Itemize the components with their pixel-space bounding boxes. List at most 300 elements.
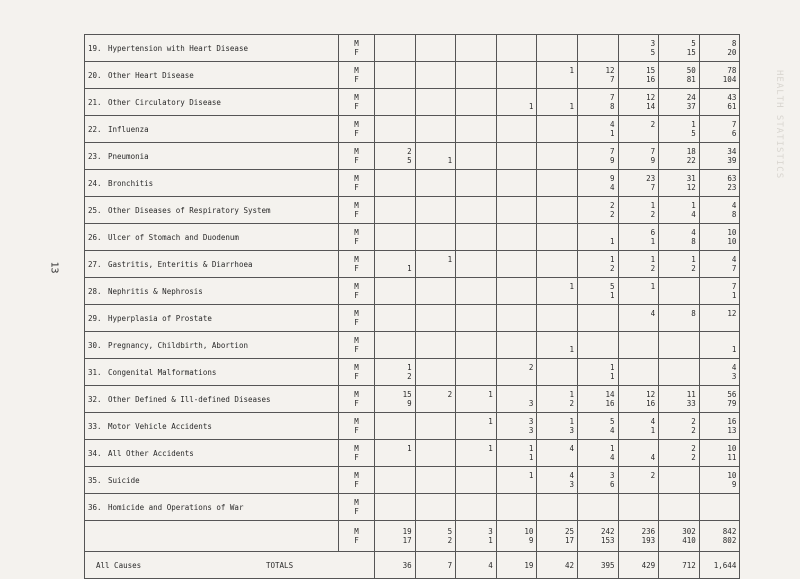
male-value [378,39,412,48]
table-row [85,251,740,278]
male-value: 7 [610,147,615,156]
cause-number: 25. [88,205,102,215]
male-value: 1 [650,282,656,291]
male-value [419,201,453,210]
male-value [459,255,493,264]
value-cell [577,278,618,305]
male-value [540,309,574,318]
female-value: 9 [650,156,656,165]
value-cell [496,359,537,386]
sex-male-label: M [354,255,359,264]
male-value: 14 [605,390,615,399]
sex-male-label: M [354,471,359,480]
value-cell [577,89,618,116]
sex-female-label: F [354,372,359,381]
value-cell [659,305,700,332]
value-cell [618,251,659,278]
female-value: 20 [727,48,737,57]
male-value: 9 [610,174,615,183]
cause-label: Pneumonia [108,151,149,161]
female-value [500,210,534,219]
female-total: 410 [682,536,696,545]
value-cell [456,197,497,224]
male-value [662,363,696,372]
male-value: 2 [610,201,615,210]
male-value [662,282,696,291]
male-value: 1 [691,201,696,210]
sex-cell [339,440,375,467]
female-value [459,372,493,381]
male-value [500,39,534,48]
table-row [85,467,740,494]
female-value [419,210,453,219]
female-value [419,183,453,192]
female-value [622,318,656,327]
female-value: 15 [686,48,696,57]
male-value [378,498,412,507]
male-value: 4 [650,309,656,318]
female-value: 1 [610,291,615,300]
male-value: 3 [610,471,615,480]
cause-cell [85,332,339,359]
value-cell [456,359,497,386]
value-cell [618,359,659,386]
female-value [540,372,574,381]
male-value [540,201,574,210]
female-value [500,264,534,273]
sex-male-label: M [354,444,359,453]
sex-male-label: M [354,120,359,129]
value-cell [375,359,416,386]
male-value: 34 [727,147,737,156]
value-cell [375,224,416,251]
female-value [500,345,534,354]
table-row [85,170,740,197]
value-cell [456,35,497,62]
value-cell [456,143,497,170]
male-value [500,282,534,291]
all-causes-value: 4 [456,552,497,579]
total-value-cell [496,521,537,552]
female-value: 7 [731,264,737,273]
female-value [581,318,615,327]
value-cell [415,305,456,332]
male-value: 18 [686,147,696,156]
value-cell [577,116,618,143]
male-value: 15 [646,66,656,75]
female-value [419,102,453,111]
value-cell [415,359,456,386]
male-value: 24 [686,93,696,102]
female-value [419,264,453,273]
female-value [500,237,534,246]
value-cell [496,170,537,197]
sex-cell [339,251,375,278]
male-value [500,201,534,210]
female-value [703,318,737,327]
female-value: 1 [650,237,656,246]
value-cell [537,332,578,359]
female-value [540,183,574,192]
value-cell [577,494,618,521]
value-cell [537,116,578,143]
value-cell [577,170,618,197]
female-value [500,291,534,300]
total-value-cell [456,521,497,552]
value-cell [375,35,416,62]
male-value: 5 [610,417,615,426]
female-value [378,453,412,462]
female-value: 5 [650,48,656,57]
totals-by-sex-row [85,521,740,552]
female-value: 10 [727,237,737,246]
value-cell [375,413,416,440]
male-value: 1 [691,120,696,129]
female-value [459,480,493,489]
female-value: 13 [727,426,737,435]
male-value [419,228,453,237]
sex-male-label: M [354,147,359,156]
table-row [85,116,740,143]
male-value: 5 [691,39,696,48]
female-value [540,291,574,300]
value-cell [699,332,740,359]
female-value [622,372,656,381]
male-value [419,174,453,183]
female-value: 4 [610,183,615,192]
male-value [419,93,453,102]
male-value [459,498,493,507]
value-cell [415,413,456,440]
female-value [662,291,696,300]
value-cell [496,62,537,89]
female-value [459,102,493,111]
male-total: 25 [564,527,574,536]
male-value [378,174,412,183]
female-value: 2 [691,264,696,273]
value-cell [659,35,700,62]
total-value-cell [375,521,416,552]
female-value: 8 [691,237,696,246]
female-value: 8 [731,210,737,219]
cause-number: 23. [88,151,102,161]
value-cell [415,440,456,467]
value-cell [415,35,456,62]
male-value [378,201,412,210]
female-value: 4 [691,210,696,219]
female-value: 22 [686,156,696,165]
value-cell [496,386,537,413]
sex-female-label: F [354,210,359,219]
value-cell [415,278,456,305]
value-cell [496,494,537,521]
sex-female-label: F [354,75,359,84]
value-cell [618,170,659,197]
sex-cell [339,143,375,170]
male-value [500,66,534,75]
value-cell [659,143,700,170]
male-value: 10 [727,228,737,237]
table-row [85,224,740,251]
male-value: 3 [650,39,656,48]
male-value [419,120,453,129]
value-cell [456,467,497,494]
cause-number: 32. [88,394,102,404]
female-value: 1 [407,264,412,273]
value-cell [496,35,537,62]
female-value [378,183,412,192]
male-value [419,39,453,48]
cause-cell [85,170,339,197]
value-cell [375,305,416,332]
male-value: 1 [528,444,534,453]
male-value: 1 [569,66,574,75]
female-total: 2 [447,536,453,545]
all-causes-value: 36 [375,552,416,579]
male-value: 1 [447,255,453,264]
sex-cell [339,467,375,494]
cause-cell [85,413,339,440]
value-cell [537,305,578,332]
female-value: 104 [722,75,737,84]
value-cell [537,197,578,224]
male-value [378,255,412,264]
female-value: 33 [686,399,696,408]
cause-label: Other Circulatory Disease [108,97,221,107]
cause-number: 19. [88,43,102,53]
female-value: 3 [569,480,574,489]
male-value [459,66,493,75]
male-total: 302 [682,527,696,536]
value-cell [699,413,740,440]
female-value [622,507,656,516]
male-value: 12 [646,93,656,102]
value-cell [659,197,700,224]
male-value [459,471,493,480]
female-value: 1 [650,426,656,435]
male-total: 19 [402,527,412,536]
female-value [662,345,696,354]
value-cell [537,35,578,62]
female-value [581,345,615,354]
value-cell [375,89,416,116]
male-value [581,39,615,48]
male-value [378,336,412,345]
cause-cell [85,359,339,386]
value-cell [415,467,456,494]
female-total: 1 [488,536,493,545]
value-cell [577,62,618,89]
male-value [622,498,656,507]
value-cell [618,89,659,116]
value-cell [415,197,456,224]
value-cell [659,467,700,494]
sex-female-label: F [354,426,359,435]
male-value [459,39,493,48]
sex-male-label: M [354,201,359,210]
value-cell [537,467,578,494]
male-value [540,228,574,237]
female-value [581,48,615,57]
cause-number: 28. [88,286,102,296]
value-cell [375,278,416,305]
sex-male-label: M [354,498,359,507]
value-cell [577,35,618,62]
male-value: 16 [727,417,737,426]
cause-cell [85,305,339,332]
male-value: 4 [569,471,574,480]
female-value: 6 [610,480,615,489]
female-value [459,291,493,300]
female-value: 2 [610,264,615,273]
female-value [419,399,453,408]
male-value [419,282,453,291]
female-total: 193 [641,536,656,545]
male-value [540,363,574,372]
cause-label: Other Defined & Ill-defined Diseases [108,394,271,404]
value-cell [496,305,537,332]
female-value [419,48,453,57]
female-value [378,345,412,354]
female-value: 1 [610,237,615,246]
all-causes-value: 429 [618,552,659,579]
value-cell [577,413,618,440]
female-value: 1 [610,129,615,138]
male-value: 8 [731,39,737,48]
male-value [459,120,493,129]
female-value [500,507,534,516]
value-cell [699,359,740,386]
female-value: 1 [447,156,453,165]
male-value: 1 [569,390,574,399]
female-value [459,75,493,84]
male-value [540,120,574,129]
cause-cell [85,197,339,224]
male-value [459,93,493,102]
male-value [662,336,696,345]
male-value: 78 [727,66,737,75]
cause-label: Hyperplasia of Prostate [108,313,212,323]
male-value [581,498,615,507]
male-value: 4 [650,417,656,426]
value-cell [577,305,618,332]
cause-cell [85,386,339,413]
value-cell [537,494,578,521]
value-cell [456,224,497,251]
mortality-table [84,34,740,579]
male-value [419,363,453,372]
value-cell [618,494,659,521]
female-value: 2 [691,426,696,435]
male-value: 10 [727,471,737,480]
male-value: 43 [727,93,737,102]
value-cell [618,440,659,467]
female-value [540,48,574,57]
value-cell [577,224,618,251]
value-cell [415,494,456,521]
male-value [378,417,412,426]
cause-number: 20. [88,70,102,80]
female-value [459,183,493,192]
male-value [378,309,412,318]
sex-male-label: M [354,336,359,345]
sex-cell [339,413,375,440]
male-value [500,390,534,399]
value-cell [496,467,537,494]
value-cell [456,251,497,278]
female-value: 16 [646,75,656,84]
table-row [85,494,740,521]
female-value: 6 [731,129,737,138]
sex-female-label: F [354,102,359,111]
sex-male-label: M [354,66,359,75]
value-cell [456,170,497,197]
female-value: 9 [407,399,412,408]
female-total: 802 [722,536,737,545]
male-value [703,498,737,507]
sex-male-label: M [354,390,359,399]
male-value: 1 [569,417,574,426]
sex-female-label: F [354,48,359,57]
male-value [378,120,412,129]
value-cell [375,251,416,278]
value-cell [415,89,456,116]
sex-cell [339,494,375,521]
male-value [703,336,737,345]
male-value: 56 [727,390,737,399]
table-row [85,332,740,359]
all-causes-value: 19 [496,552,537,579]
blank-cell [85,521,339,552]
female-value [662,318,696,327]
male-value [378,471,412,480]
cause-label: Gastritis, Enteritis & Diarrhoea [108,259,253,269]
male-value [419,444,453,453]
value-cell [577,143,618,170]
male-value: 1 [528,471,534,480]
value-cell [537,413,578,440]
male-value [500,228,534,237]
female-value [419,480,453,489]
cause-cell [85,143,339,170]
female-value [622,291,656,300]
male-value: 2 [691,444,696,453]
value-cell [456,386,497,413]
value-cell [659,62,700,89]
value-cell [456,278,497,305]
value-cell [699,197,740,224]
female-value [419,129,453,138]
sex-male-label: M [354,39,359,48]
female-value [500,156,534,165]
table-row [85,143,740,170]
male-value: 1 [650,255,656,264]
value-cell [496,251,537,278]
male-value: 1 [488,390,493,399]
female-total: 153 [601,536,615,545]
female-value: 2 [407,372,412,381]
value-cell [618,143,659,170]
male-total: 842 [722,527,737,536]
value-cell [699,62,740,89]
female-value [459,210,493,219]
cause-number: 22. [88,124,102,134]
value-cell [496,332,537,359]
cause-number: 29. [88,313,102,323]
value-cell [699,440,740,467]
male-value: 4 [731,363,737,372]
male-value: 10 [727,444,737,453]
